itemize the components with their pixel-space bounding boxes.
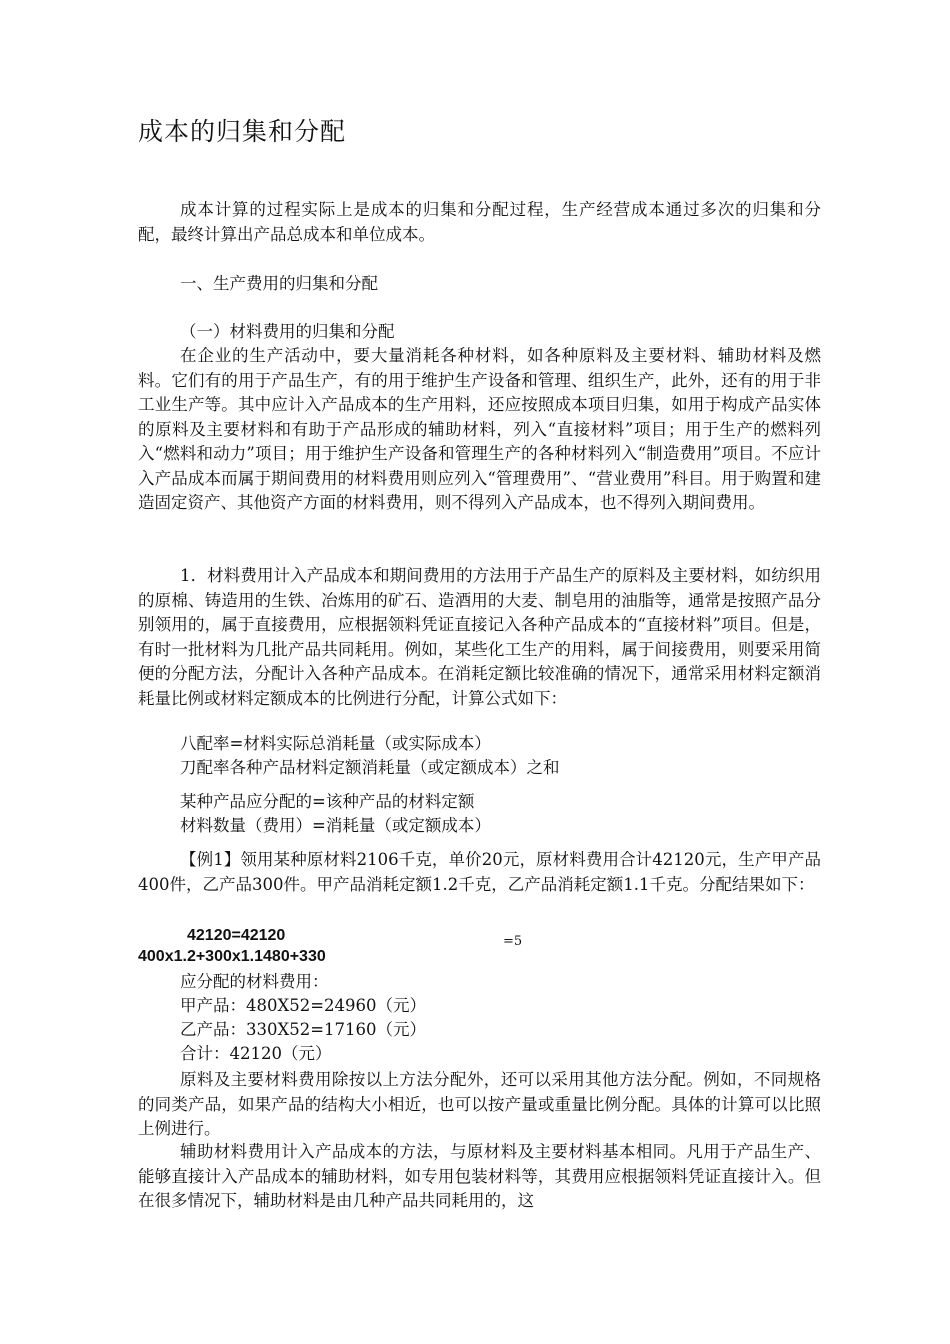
result-line: 应分配的材料费用： [180,972,329,991]
calc-result: =5 [503,934,523,949]
formula-line: 材料数量（费用）=消耗量（或定额成本） [180,816,491,835]
other-methods-paragraph: 原料及主要材料费用除按以上方法分配外，还可以采用其他方法分配。例如，不同规格的同类产品，如果产品的结构大小相近，也可以按产量或重量比例分配。具体的计算可以比照上例进行。 [138,1070,821,1138]
result-line: 乙产品：330X52=17160（元） [180,1020,427,1039]
example-paragraph: 【例1】领用某种原材料2106千克，单价20元，原材料费用合计42120元，生产甲产品400件，乙产品300件。甲产品消耗定额1.2千克，乙产品消耗定额1.1千克。分配结果如下： [138,850,821,894]
formula-line: 刀配率各种产品材料定额消耗量（或定额成本）之和 [180,758,560,777]
subsection-heading: （一）材料费用的归集和分配 [180,322,395,341]
calc-numerator: 42120=42120 [187,927,286,944]
formula-line: 八配率=材料实际总消耗量（或实际成本） [180,734,491,753]
page-title: 成本的归集和分配 [138,117,347,146]
auxiliary-paragraph: 辅助材料费用计入产品成本的方法，与原材料及主要材料基本相同。凡用于产品生产、能够直接计入产品成本的辅助材料，如专用包装材料等，其费用应根据领料凭证直接计入。但在很多情况下，辅助材料是由几种产品共同耗用的，这 [138,1142,821,1210]
formula-line: 某种产品应分配的=该种产品的材料定额 [180,792,475,811]
result-line: 合计：42120（元） [180,1044,332,1063]
calc-denominator: 400x1.2+300x1.1480+330 [138,948,326,965]
section-heading: 一、生产费用的归集和分配 [180,274,378,293]
method-paragraph: 1．材料费用计入产品成本和期间费用的方法用于产品生产的原料及主要材料，如纺织用的原棉、铸造用的生铁、冶炼用的矿石、造酒用的大麦、制皂用的油脂等，通常是按照产品分别领用的，属于直接费用，应根据领料凭证直接记入各种产品成本的“直接材料”项目。但是，有时一批材料为几批产品共同耗用。例如，某些化工生产的用料，属于间接费用，则要采用简便的分配方法，分配计入各种产品成本。在消耗定额比较准确的情况下，通常采用材料定额消耗量比例或材料定额成本的比例进行分配，计算公式如下： [138,566,821,708]
intro-paragraph: 成本计算的过程实际上是成本的归集和分配过程，生产经营成本通过多次的归集和分配，最终计算出产品总成本和单位成本。 [138,200,821,244]
result-line: 甲产品：480X52=24960（元） [180,996,427,1015]
materials-paragraph: 在企业的生产活动中，要大量消耗各种材料，如各种原料及主要材料、辅助材料及燃料。它们有的用于产品生产，有的用于维护生产设备和管理、组织生产，此外，还有的用于非工业生产等。其中应计入产品成本的生产用料，还应按照成本项目归集，如用于构成产品实体的原料及主要材料和有助于产品形成的辅助材料，列入“直接材料”项目；用于生产的燃料列入“燃料和动力”项目；用于维护生产设备和管理生产的各种材料列入“制造费用”项目。不应计入产品成本而属于期间费用的材料费用则应列入“管理费用”、“营业费用”科目。用于购置和建造固定资产、其他资产方面的材料费用，则不得列入产品成本，也不得列入期间费用。 [138,346,821,512]
